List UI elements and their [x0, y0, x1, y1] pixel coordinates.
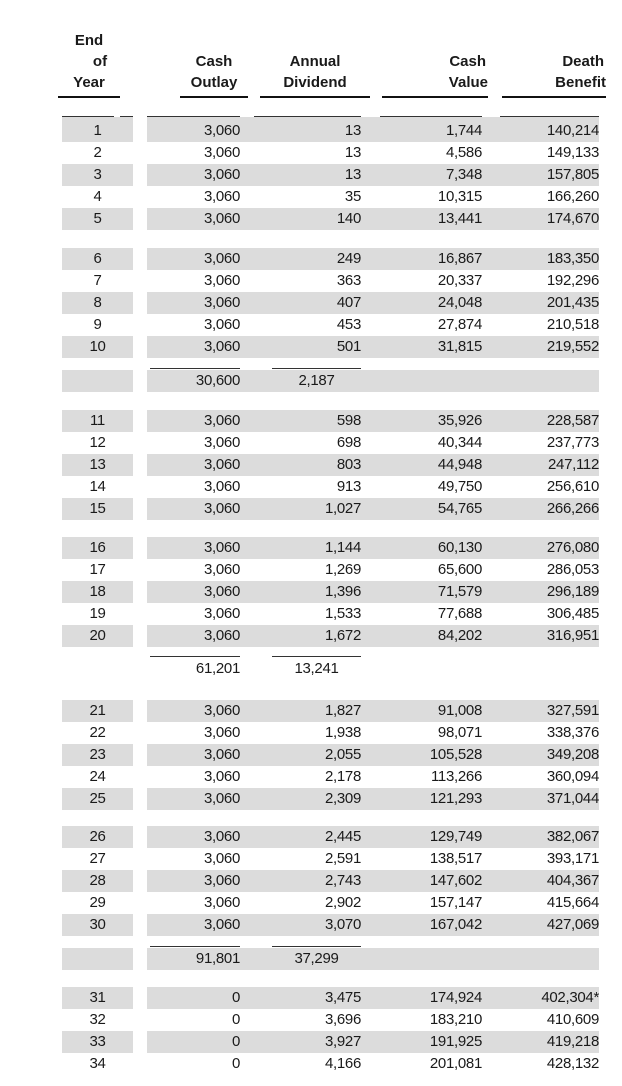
- subtotal-cash-outlay: 61,201: [195, 660, 240, 677]
- cash-value-cell: 44,948: [437, 456, 482, 473]
- cash-outlay-cell: 3,060: [203, 894, 240, 911]
- death-benefit-cell: 371,044: [546, 790, 599, 807]
- annual-dividend-cell: 2,743: [324, 872, 361, 889]
- subtotal-rule-dividend: [272, 368, 361, 369]
- cash-outlay-cell: 3,060: [203, 456, 240, 473]
- death-benefit-cell: 316,951: [546, 627, 599, 644]
- header-cash-value-line-2: Value: [448, 74, 488, 91]
- header-death-benefit-line-2: Benefit: [555, 74, 606, 91]
- table-row: [0, 603, 622, 625]
- table-row: [0, 498, 622, 520]
- year-cell: 32: [89, 1011, 106, 1028]
- death-benefit-cell: 247,112: [547, 456, 599, 473]
- header-year-line-2: of: [92, 53, 108, 70]
- table-row: [0, 625, 622, 647]
- table-row: [0, 336, 622, 358]
- subtotal-row: [0, 370, 622, 392]
- cash-value-cell: 91,008: [437, 702, 482, 719]
- cash-outlay-cell: 3,060: [203, 790, 240, 807]
- cash-value-cell: 105,528: [429, 746, 482, 763]
- table-row: [0, 270, 622, 292]
- cash-value-cell: 27,874: [437, 316, 482, 333]
- cash-value-cell: 174,924: [429, 989, 482, 1006]
- cash-value-cell: 84,202: [437, 627, 482, 644]
- table-row: [0, 744, 622, 766]
- year-cell: 8: [93, 294, 102, 311]
- table-row: [0, 142, 622, 164]
- death-benefit-cell: 256,610: [546, 478, 599, 495]
- cash-outlay-cell: 3,060: [203, 478, 240, 495]
- annual-dividend-cell: 1,396: [324, 583, 361, 600]
- cash-value-cell: 157,147: [429, 894, 482, 911]
- table-row: [0, 1009, 622, 1031]
- cash-value-cell: 20,337: [437, 272, 482, 289]
- annual-dividend-cell: 363: [336, 272, 361, 289]
- cash-outlay-cell: 3,060: [203, 210, 240, 227]
- year-cell: 31: [89, 989, 106, 1006]
- year-cell: 11: [90, 412, 105, 429]
- annual-dividend-cell: 249: [336, 250, 361, 267]
- year-cell: 27: [89, 850, 106, 867]
- year-cell: 14: [89, 478, 106, 495]
- table-row: [0, 537, 622, 559]
- death-benefit-cell: 210,518: [546, 316, 599, 333]
- cash-value-cell: 65,600: [437, 561, 482, 578]
- year-cell: 29: [89, 894, 106, 911]
- table-row: [0, 826, 622, 848]
- cash-outlay-cell: 0: [231, 1011, 240, 1028]
- death-benefit-cell: 140,214: [546, 122, 599, 139]
- annual-dividend-cell: 3,696: [324, 1011, 361, 1028]
- table-row: [0, 314, 622, 336]
- table-row: [0, 581, 622, 603]
- table-row: [0, 914, 622, 936]
- cash-outlay-cell: 3,060: [203, 144, 240, 161]
- cash-outlay-cell: 3,060: [203, 627, 240, 644]
- year-cell: 9: [93, 316, 102, 333]
- annual-dividend-cell: 2,309: [324, 790, 361, 807]
- subtotal-annual-dividend: 37,299: [294, 950, 339, 967]
- cash-outlay-cell: 3,060: [203, 122, 240, 139]
- header-cash-outlay-line-2: Outlay: [190, 74, 238, 91]
- death-benefit-cell: 402,304*: [541, 989, 599, 1006]
- year-cell: 25: [89, 790, 106, 807]
- death-benefit-cell: 183,350: [546, 250, 599, 267]
- annual-dividend-cell: 698: [336, 434, 361, 451]
- subtotal-annual-dividend: 13,241: [294, 660, 339, 677]
- year-cell: 2: [93, 144, 102, 161]
- death-benefit-cell: 166,260: [546, 188, 599, 205]
- cash-value-cell: 49,750: [437, 478, 482, 495]
- death-benefit-cell: 237,773: [546, 434, 599, 451]
- annual-dividend-cell: 1,533: [324, 605, 361, 622]
- year-cell: 7: [93, 272, 102, 289]
- cash-outlay-cell: 3,060: [203, 294, 240, 311]
- table-row: [0, 766, 622, 788]
- death-benefit-cell: 427,069: [546, 916, 599, 933]
- year-cell: 4: [93, 188, 102, 205]
- cash-value-cell: 191,925: [429, 1033, 482, 1050]
- subtotal-row: [0, 658, 622, 680]
- cash-value-cell: 71,579: [437, 583, 482, 600]
- table-row: [0, 454, 622, 476]
- subtotal-cash-outlay: 30,600: [195, 372, 240, 389]
- annual-dividend-cell: 3,927: [324, 1033, 361, 1050]
- annual-dividend-cell: 1,672: [324, 627, 361, 644]
- year-cell: 26: [89, 828, 106, 845]
- header-cash-value: [382, 30, 488, 98]
- year-cell: 21: [89, 702, 106, 719]
- year-cell: 10: [89, 338, 106, 355]
- death-benefit-cell: 415,664: [546, 894, 599, 911]
- annual-dividend-cell: 2,902: [324, 894, 361, 911]
- death-benefit-cell: 428,132: [546, 1055, 599, 1072]
- year-cell: 20: [89, 627, 106, 644]
- cash-value-cell: 138,517: [429, 850, 482, 867]
- year-cell: 24: [89, 768, 106, 785]
- cash-value-cell: 183,210: [429, 1011, 482, 1028]
- table-row: [0, 292, 622, 314]
- header-end-of-year: [58, 30, 120, 98]
- subtotal-rule-dividend: [272, 946, 361, 947]
- header-year-line-1: End: [74, 32, 104, 49]
- cash-outlay-cell: 3,060: [203, 583, 240, 600]
- cash-value-cell: 13,441: [437, 210, 482, 227]
- death-benefit-cell: 192,296: [546, 272, 599, 289]
- annual-dividend-cell: 913: [336, 478, 361, 495]
- year-cell: 23: [89, 746, 106, 763]
- year-cell: 22: [89, 724, 106, 741]
- death-benefit-cell: 338,376: [546, 724, 599, 741]
- cash-outlay-cell: 3,060: [203, 724, 240, 741]
- subtotal-annual-dividend: 2,187: [298, 372, 335, 389]
- annual-dividend-cell: 598: [336, 412, 361, 429]
- year-cell: 12: [89, 434, 106, 451]
- cash-value-cell: 1,744: [445, 122, 482, 139]
- cash-outlay-cell: 3,060: [203, 434, 240, 451]
- cash-outlay-cell: 0: [231, 1033, 240, 1050]
- death-benefit-cell: 266,266: [546, 500, 599, 517]
- table-row: [0, 848, 622, 870]
- death-benefit-cell: 382,067: [546, 828, 599, 845]
- cash-outlay-cell: 3,060: [203, 539, 240, 556]
- cash-outlay-cell: 3,060: [203, 561, 240, 578]
- table-row: [0, 870, 622, 892]
- year-cell: 17: [89, 561, 106, 578]
- annual-dividend-cell: 1,827: [324, 702, 361, 719]
- annual-dividend-cell: 35: [344, 188, 361, 205]
- table-row: [0, 700, 622, 722]
- table-row: [0, 248, 622, 270]
- annual-dividend-cell: 1,938: [324, 724, 361, 741]
- annual-dividend-cell: 3,475: [324, 989, 361, 1006]
- annual-dividend-cell: 501: [336, 338, 361, 355]
- table-row: [0, 987, 622, 1009]
- cash-outlay-cell: 3,060: [203, 605, 240, 622]
- subtotal-rule-outlay: [150, 946, 240, 947]
- year-cell: 6: [93, 250, 102, 267]
- table-row: [0, 722, 622, 744]
- death-benefit-cell: 174,670: [546, 210, 599, 227]
- table-row: [0, 186, 622, 208]
- header-year-line-3: Year: [73, 74, 105, 91]
- table-row: [0, 410, 622, 432]
- cash-value-cell: 31,815: [437, 338, 482, 355]
- cash-outlay-cell: 3,060: [203, 338, 240, 355]
- annual-dividend-cell: 1,144: [324, 539, 361, 556]
- table-row: [0, 164, 622, 186]
- year-cell: 1: [93, 122, 102, 139]
- cash-value-cell: 129,749: [429, 828, 482, 845]
- annual-dividend-cell: 407: [336, 294, 361, 311]
- table-row: [0, 1053, 622, 1075]
- year-cell: 13: [89, 456, 106, 473]
- annual-dividend-cell: 3,070: [324, 916, 361, 933]
- header-annual-dividend-line-2: Dividend: [283, 74, 347, 91]
- table-row: [0, 892, 622, 914]
- annual-dividend-cell: 13: [344, 144, 361, 161]
- year-cell: 30: [89, 916, 106, 933]
- cash-value-cell: 60,130: [437, 539, 482, 556]
- cash-outlay-cell: 3,060: [203, 850, 240, 867]
- year-cell: 34: [89, 1055, 106, 1072]
- header-annual-dividend-line-1: Annual: [289, 53, 341, 70]
- cash-outlay-cell: 3,060: [203, 702, 240, 719]
- table-row: [0, 432, 622, 454]
- header-death-benefit-line-1: Death: [562, 53, 604, 70]
- death-benefit-cell: 306,485: [546, 605, 599, 622]
- cash-value-cell: 201,081: [429, 1055, 482, 1072]
- cash-value-cell: 98,071: [437, 724, 482, 741]
- death-benefit-cell: 410,609: [546, 1011, 599, 1028]
- cash-value-cell: 54,765: [437, 500, 482, 517]
- subtotal-rule-outlay: [150, 368, 240, 369]
- header-death-benefit: [502, 30, 606, 98]
- death-benefit-cell: 286,053: [546, 561, 599, 578]
- cash-value-cell: 77,688: [437, 605, 482, 622]
- header-cash-outlay-line-1: Cash: [195, 53, 233, 70]
- cash-value-cell: 121,293: [429, 790, 482, 807]
- cash-value-cell: 35,926: [437, 412, 482, 429]
- table-row: [0, 208, 622, 230]
- cash-value-cell: 167,042: [429, 916, 482, 933]
- cash-outlay-cell: 3,060: [203, 272, 240, 289]
- table-row: [0, 476, 622, 498]
- death-benefit-cell: 393,171: [546, 850, 599, 867]
- annual-dividend-cell: 2,445: [324, 828, 361, 845]
- death-benefit-cell: 201,435: [546, 294, 599, 311]
- year-cell: 5: [93, 210, 102, 227]
- death-benefit-cell: 276,080: [546, 539, 599, 556]
- death-benefit-cell: 219,552: [546, 338, 599, 355]
- annual-dividend-cell: 140: [336, 210, 361, 227]
- annual-dividend-cell: 4,166: [324, 1055, 361, 1072]
- year-cell: 15: [89, 500, 106, 517]
- subtotal-cash-outlay: 91,801: [195, 950, 240, 967]
- cash-value-cell: 10,315: [437, 188, 482, 205]
- annual-dividend-cell: 1,027: [324, 500, 361, 517]
- header-cash-value-line-1: Cash: [449, 53, 486, 70]
- death-benefit-cell: 149,133: [546, 144, 599, 161]
- cash-value-cell: 147,602: [429, 872, 482, 889]
- cash-outlay-cell: 0: [231, 1055, 240, 1072]
- cash-value-cell: 40,344: [437, 434, 482, 451]
- cash-outlay-cell: 0: [231, 989, 240, 1006]
- header-annual-dividend: [260, 30, 370, 98]
- cash-outlay-cell: 3,060: [203, 828, 240, 845]
- subtotal-row: [0, 948, 622, 970]
- year-cell: 18: [89, 583, 106, 600]
- table-row: [0, 1031, 622, 1053]
- cash-value-cell: 4,586: [445, 144, 482, 161]
- annual-dividend-cell: 2,178: [324, 768, 361, 785]
- year-cell: 28: [89, 872, 106, 889]
- cash-outlay-cell: 3,060: [203, 768, 240, 785]
- subtotal-band-year: [62, 948, 133, 970]
- header-cash-outlay: [180, 30, 248, 98]
- cash-outlay-cell: 3,060: [203, 412, 240, 429]
- annual-dividend-cell: 1,269: [324, 561, 361, 578]
- annual-dividend-cell: 13: [344, 122, 361, 139]
- year-cell: 16: [89, 539, 106, 556]
- year-cell: 19: [89, 605, 106, 622]
- annual-dividend-cell: 13: [344, 166, 361, 183]
- cash-outlay-cell: 3,060: [203, 500, 240, 517]
- table-row: [0, 559, 622, 581]
- table-row: [0, 788, 622, 810]
- cash-value-cell: 113,266: [430, 768, 482, 785]
- subtotal-rule-dividend: [272, 656, 361, 657]
- death-benefit-cell: 157,805: [546, 166, 599, 183]
- year-cell: 3: [93, 166, 102, 183]
- cash-value-cell: 7,348: [445, 166, 482, 183]
- year-cell: 33: [89, 1033, 106, 1050]
- death-benefit-cell: 349,208: [546, 746, 599, 763]
- cash-outlay-cell: 3,060: [203, 250, 240, 267]
- cash-value-cell: 16,867: [437, 250, 482, 267]
- cash-outlay-cell: 3,060: [203, 316, 240, 333]
- death-benefit-cell: 419,218: [546, 1033, 599, 1050]
- subtotal-band-year: [62, 370, 133, 392]
- cash-value-cell: 24,048: [437, 294, 482, 311]
- table-row: [0, 120, 622, 142]
- cash-outlay-cell: 3,060: [203, 916, 240, 933]
- death-benefit-cell: 360,094: [546, 768, 599, 785]
- death-benefit-cell: 404,367: [546, 872, 599, 889]
- annual-dividend-cell: 803: [336, 456, 361, 473]
- death-benefit-cell: 327,591: [546, 702, 599, 719]
- cash-outlay-cell: 3,060: [203, 746, 240, 763]
- annual-dividend-cell: 2,055: [324, 746, 361, 763]
- subtotal-rule-outlay: [150, 656, 240, 657]
- annual-dividend-cell: 2,591: [324, 850, 361, 867]
- death-benefit-cell: 296,189: [546, 583, 599, 600]
- cash-outlay-cell: 3,060: [203, 166, 240, 183]
- annual-dividend-cell: 453: [336, 316, 361, 333]
- cash-outlay-cell: 3,060: [203, 872, 240, 889]
- cash-outlay-cell: 3,060: [203, 188, 240, 205]
- death-benefit-cell: 228,587: [546, 412, 599, 429]
